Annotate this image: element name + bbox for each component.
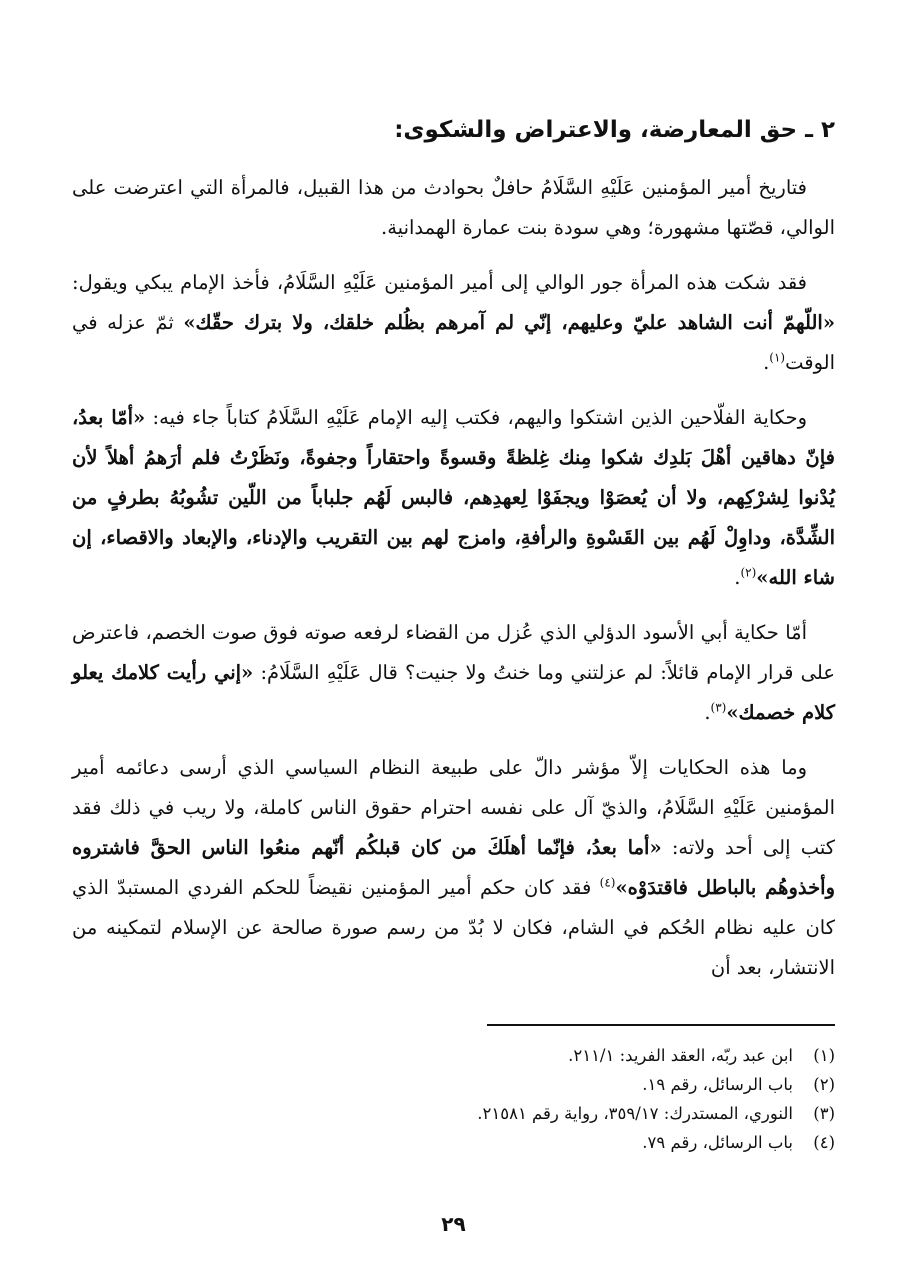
footnote-ref[interactable]: (٤): [599, 875, 616, 890]
paragraph-text: ثمّ عزله في الوقت: [72, 311, 835, 374]
paragraph-3: [72, 398, 835, 598]
footnote-text: النوري، المستدرك: ٣٥٩/١٧، رواية رقم ٢١٥٨١.: [477, 1104, 793, 1123]
footnotes: [72, 1041, 835, 1157]
footnote-item: [72, 1041, 835, 1070]
quote-text: «اللّهمّ أنت الشاهد عليّ وعليهم، إنّي لم آمرهم بظُلم خلقك، ولا بترك حقّك»: [183, 311, 836, 334]
footnote-text: باب الرسائل، رقم ١٩.: [642, 1075, 793, 1094]
paragraph-2: [72, 263, 835, 383]
paragraph-text: وما هذه الحكايات إلاّ مؤشر دالّ على طبيعة النظام السياسي الذي أرسى دعائمه أمير المؤمنين عَلَيْهِ السَّلَامُ، والذيّ آل على نفسه احترام حقوق الناس كاملة، ولا ريب في ذلك فقد كتب إلى أحد ولاته:: [72, 756, 836, 859]
footnote-ref[interactable]: (١): [769, 350, 786, 365]
quote-text: «أما بعدُ، فإنّما أهلَكَ من كان قبلكُم أنّهم منعُوا الناس الحقَّ فاشتروه وأخذوهُم بالباطل فاقتدَوْه»: [72, 836, 835, 899]
paragraph-text: .: [734, 566, 741, 589]
footnote-item: [72, 1099, 835, 1128]
footnote-ref[interactable]: (٣): [710, 700, 727, 715]
paragraph-text: أمّا حكاية أبي الأسود الدؤلي الذي عُزل من القضاء لرفعه صوته فوق صوت الخصم، فاعترض على قرار الإمام قائلاً: لم عزلتني وما خنتُ ولا جنيت؟ قال عَلَيْهِ السَّلَامُ:: [72, 621, 835, 684]
paragraph-text: وحكاية الفلّاحين الذين اشتكوا واليهم، فكتب إليه الإمام عَلَيْهِ السَّلَامُ كتاباً جاء فيه:: [145, 406, 807, 429]
paragraph-1: [72, 168, 835, 248]
footnote-number: (٢): [813, 1075, 835, 1094]
paragraph-text: فقد شكت هذه المرأة جور الوالي إلى أمير المؤمنين عَلَيْهِ السَّلَامُ، فأخذ الإمام يبكي ويقول:: [72, 271, 807, 294]
footnote-text: ابن عبد ربّه، العقد الفريد: ٢١١/١.: [568, 1046, 793, 1065]
footnote-text: باب الرسائل، رقم ٧٩.: [642, 1133, 793, 1152]
footnote-number: (٣): [813, 1104, 835, 1123]
section-heading: ٢ ـ حق المعارضة، والاعتراض والشكوى:: [394, 117, 835, 143]
footnote-item: [72, 1070, 835, 1099]
footnote-divider: [487, 1024, 835, 1026]
quote-text: «أمّا بعدُ، فإنّ دهاقين أهْلَ بَلدِك شكوا مِنك غِلظةً وقسوةً واحتقاراً وجفوةً، ونَظَرْتُ فلم أرَهمُ أهلاً لأن يُدْنوا لِشرْكِهم، ولا أن يُعصَوْا ويجفَوْا لِعهدِهم، فالبس لَهُم جلباباً من اللّين تشُوبُهُ بطرفٍ من الشِّدَّة، وداوِلْ لَهُم بين القَسْوةِ والرأفةِ، وامزج لهم بين التقريب والإدناء، والإبعاد والاقصاء، إن شاء الله»: [72, 406, 835, 589]
paragraph-4: [72, 613, 835, 733]
paragraph-text: .: [763, 351, 770, 374]
footnote-ref[interactable]: (٢): [740, 565, 757, 580]
paragraph-5: [72, 748, 835, 988]
paragraph-text: .: [704, 701, 711, 724]
footnote-number: (٤): [813, 1133, 835, 1152]
paragraph-text: فتاريخ أمير المؤمنين عَلَيْهِ السَّلَامُ حافلٌ بحوادث من هذا القبيل، فالمرأة التي اعترضت على الوالي، قصّتها مشهورة؛ وهي سودة بنت عمارة الهمدانية.: [72, 176, 835, 239]
footnote-item: [72, 1128, 835, 1157]
page-body: [72, 108, 835, 1003]
quote-text: «إني رأيت كلامك يعلو كلام خصمك»: [72, 661, 835, 724]
page-number: ٢٩: [441, 1212, 466, 1236]
footnote-number: (١): [813, 1046, 835, 1065]
paragraph-text: فقد كان حكم أمير المؤمنين نقيضاً للحكم الفردي المستبدّ الذي كان عليه نظام الحُكم في الشام، فكان لا بُدّ من رسم صورة صالحة عن الإسلام لتمكينه من الانتشار، بعد أن: [72, 876, 835, 979]
